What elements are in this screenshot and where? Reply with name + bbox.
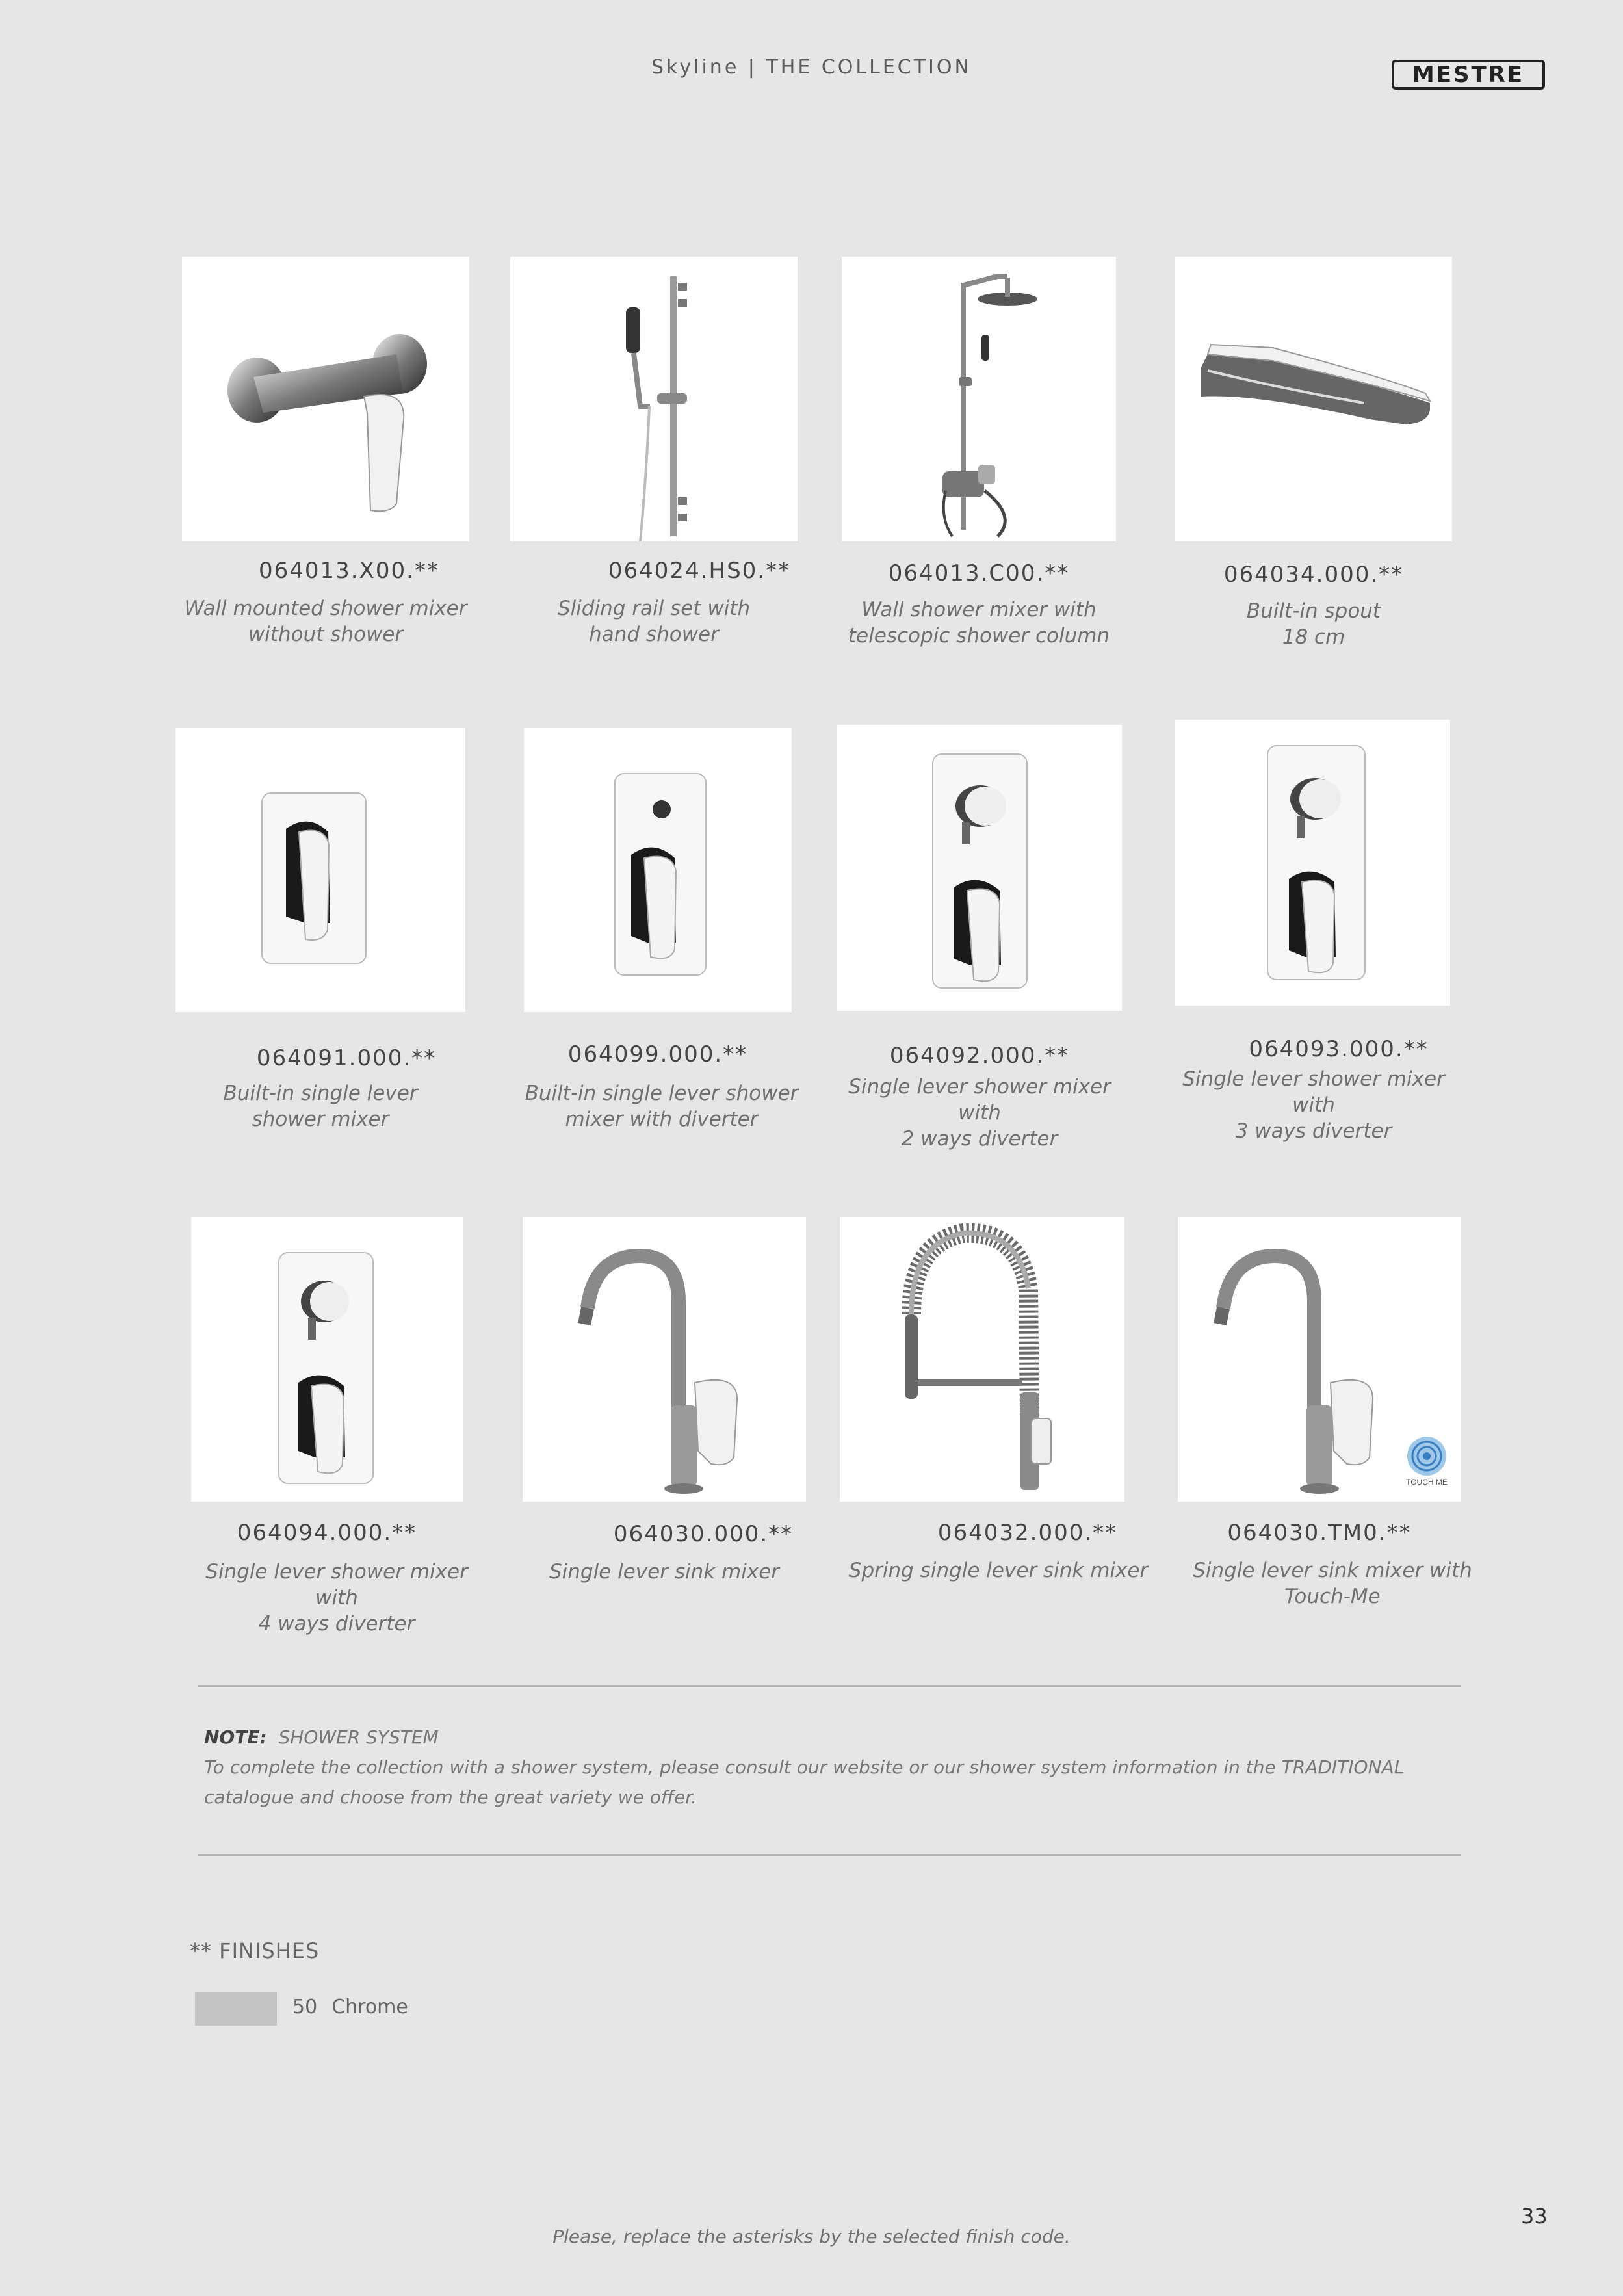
product-description: Wall shower mixer with telescopic shower column	[848, 598, 1110, 647]
product-image	[1178, 1217, 1461, 1502]
product-code: 064093.000.**	[1249, 1036, 1429, 1062]
divider	[198, 1685, 1461, 1687]
product-code: 064030.TM0.**	[1227, 1520, 1412, 1546]
product-description: Spring single lever sink mixer	[848, 1559, 1149, 1582]
sink-mixer-image	[523, 1217, 806, 1502]
built-in-mixer-diverter-image	[524, 728, 792, 1012]
page-number: 33	[1521, 2204, 1548, 2228]
built-in-mixer-image	[175, 728, 465, 1012]
note-body: To complete the collection with a shower system, please consult our website or our shower system information in the TRADITIONAL catalogue and choose from the great variety we offer.	[204, 1756, 1405, 1808]
product-code: 064024.HS0.**	[608, 558, 791, 584]
product-description: Built-in spout 18 cm	[1246, 599, 1381, 649]
product-description: Built-in single lever shower mixer	[223, 1082, 418, 1131]
shower-column-image	[842, 257, 1116, 541]
built-in-spout-image	[1175, 257, 1452, 541]
product-code: 064091.000.**	[256, 1045, 437, 1071]
product-description: Single lever shower mixer with 3 ways diverter	[1182, 1067, 1445, 1143]
page-header-title: Skyline | THE COLLECTION	[651, 56, 972, 79]
product-image	[842, 257, 1116, 541]
product-code: 064094.000.**	[237, 1520, 417, 1546]
product-image	[510, 257, 798, 541]
sliding-rail-set-image	[510, 257, 798, 541]
touch-me-label: TOUCH ME	[1406, 1478, 1448, 1487]
mixer-4-ways-image	[191, 1217, 463, 1502]
product-image	[191, 1217, 463, 1502]
product-image	[175, 728, 465, 1012]
product-code: 064032.000.**	[937, 1520, 1118, 1546]
note-block	[204, 1723, 1472, 1812]
spring-sink-mixer-image	[840, 1217, 1124, 1502]
product-description: Single lever sink mixer	[549, 1560, 780, 1584]
product-code: 064013.X00.**	[259, 558, 439, 584]
finish-name: Chrome	[331, 1996, 408, 2018]
product-image	[1175, 720, 1450, 1006]
product-description: Built-in single lever shower mixer with diverter	[525, 1082, 799, 1131]
wall-shower-mixer-image	[182, 257, 469, 541]
mixer-3-ways-image	[1175, 720, 1450, 1006]
product-image	[840, 1217, 1124, 1502]
mixer-2-ways-image	[837, 725, 1122, 1011]
note-title: SHOWER SYSTEM	[278, 1727, 439, 1748]
finish-swatch-chrome	[195, 1992, 277, 2026]
product-description: Wall mounted shower mixer without shower	[184, 597, 467, 646]
finish-code: 50	[292, 1996, 318, 2018]
product-code: 064013.C00.**	[888, 560, 1070, 586]
product-description: Sliding rail set with hand shower	[557, 597, 751, 646]
product-image	[524, 728, 792, 1012]
product-image	[837, 725, 1122, 1011]
product-description: Single lever sink mixer with Touch-Me	[1193, 1559, 1472, 1608]
product-image	[523, 1217, 806, 1502]
product-code: 064034.000.**	[1223, 562, 1404, 588]
finish-item	[292, 1996, 422, 2018]
touch-me-sink-mixer-image	[1178, 1217, 1461, 1502]
note-label: NOTE:	[204, 1727, 267, 1748]
divider	[198, 1854, 1461, 1856]
product-code: 064092.000.**	[889, 1043, 1070, 1069]
product-image	[1175, 257, 1452, 541]
product-code: 064099.000.**	[567, 1041, 748, 1067]
finishes-title: ** FINISHES	[190, 1938, 320, 1963]
product-description: Single lever shower mixer with 2 ways diverter	[848, 1075, 1111, 1151]
mestre-logo: MESTRE	[1392, 60, 1545, 90]
product-image	[182, 257, 469, 541]
product-code: 064030.000.**	[613, 1521, 794, 1547]
footer-note: Please, replace the asterisks by the selected finish code.	[552, 2226, 1071, 2247]
product-description: Single lever shower mixer with 4 ways diverter	[205, 1560, 468, 1636]
